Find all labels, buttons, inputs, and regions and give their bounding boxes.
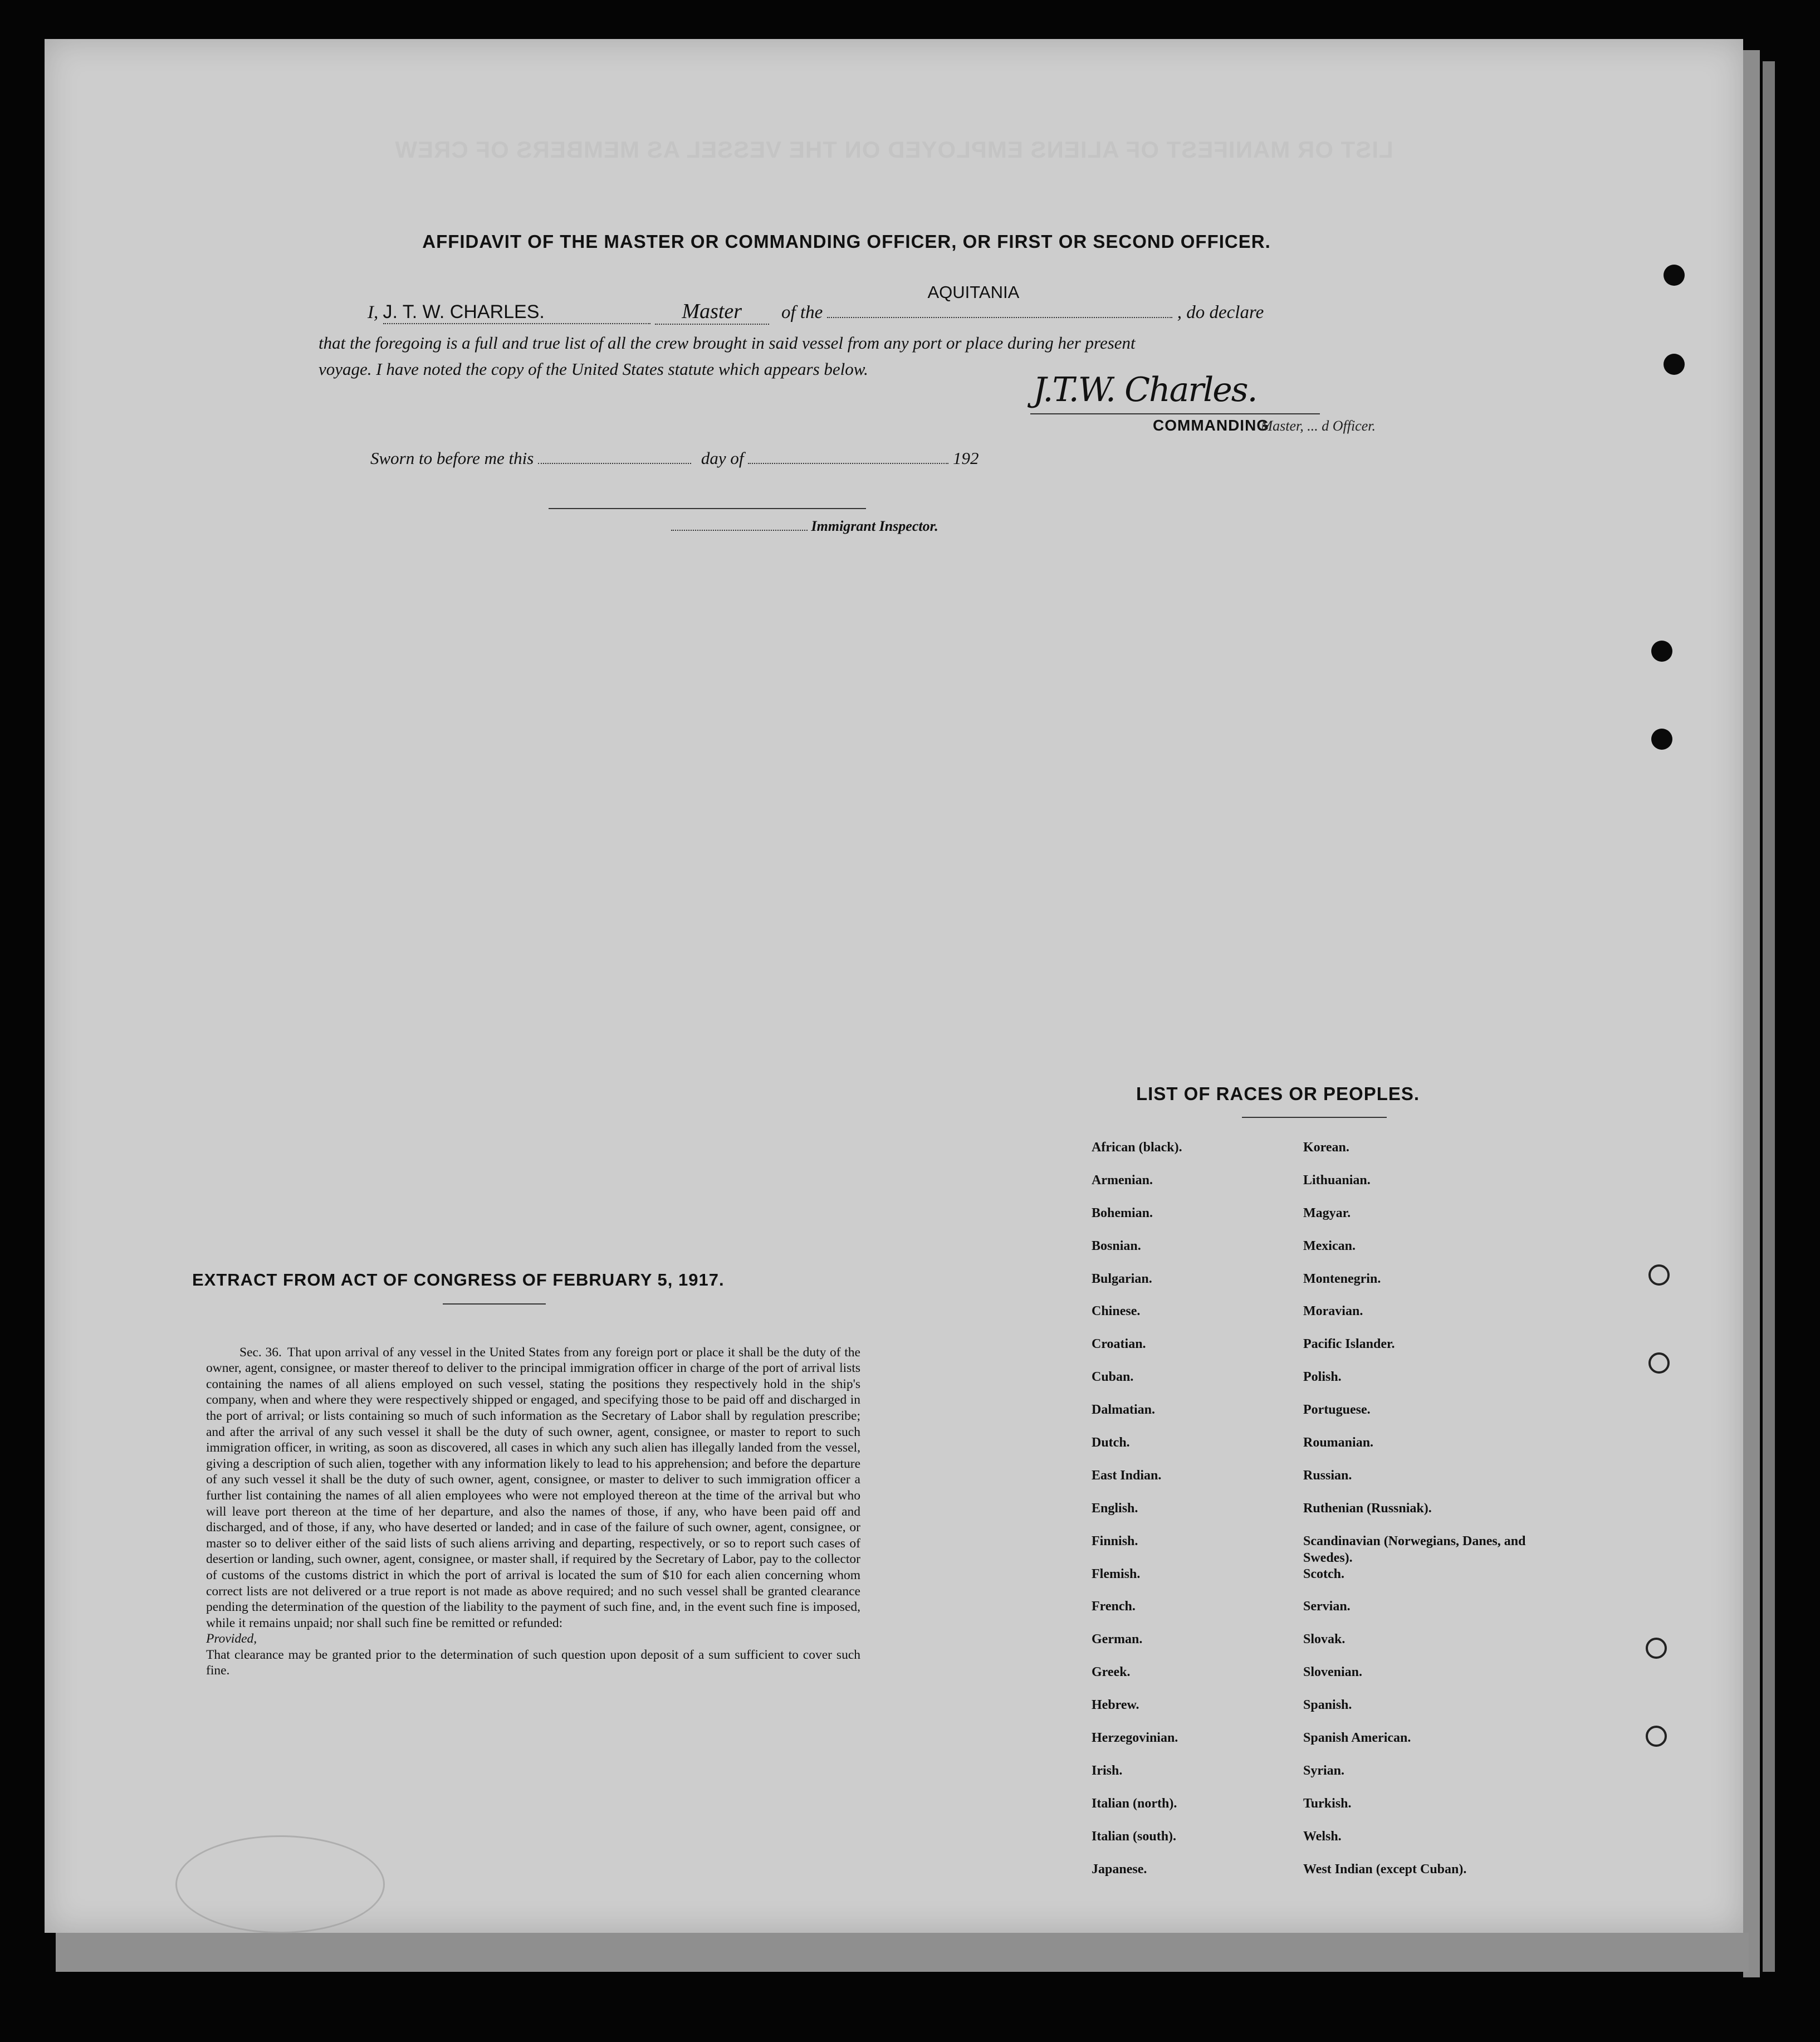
race-item: West Indian (except Cuban). [1303, 1862, 1467, 1877]
race-item: Scandinavian (Norwegians, Danes, and Swedes). [1303, 1533, 1526, 1565]
race-item: Turkish. [1303, 1796, 1352, 1811]
race-item: Chinese. [1092, 1304, 1141, 1319]
race-item: Dalmatian. [1092, 1403, 1155, 1418]
race-item: Servian. [1303, 1599, 1351, 1614]
extract-provided: Provided, [206, 1631, 257, 1647]
binder-hole-1 [1664, 265, 1685, 286]
races-right-column [1303, 1139, 1548, 1893]
race-item: Montenegrin. [1303, 1271, 1381, 1286]
inspector-label: Immigrant Inspector. [811, 518, 938, 534]
race-item: Korean. [1303, 1140, 1349, 1155]
race-item: Bohemian. [1092, 1205, 1153, 1220]
race-item: Spanish. [1303, 1698, 1352, 1713]
day-of-label: day of [701, 448, 744, 468]
race-item: Slovenian. [1303, 1665, 1363, 1680]
race-item: Syrian. [1303, 1763, 1345, 1778]
binder-hole-2 [1664, 354, 1685, 375]
officer-name: J. T. W. CHARLES. [383, 301, 545, 323]
archive-stamp [175, 1835, 385, 1933]
vessel-name: AQUITANIA [927, 282, 1020, 302]
race-item: East Indian. [1092, 1468, 1162, 1483]
affidavit-line-2: that the foregoing is a full and true list of all the crew brought in said vessel from any port or place during her present [319, 333, 1136, 353]
underlying-page-edge-bottom [56, 1933, 1749, 1972]
race-item: Herzegovinian. [1092, 1731, 1178, 1746]
master-signature: J.T.W. Charles. [1033, 370, 1257, 409]
affidavit-line-3: voyage. I have noted the copy of the United States statute which appears below. [319, 359, 868, 379]
race-item: German. [1092, 1632, 1143, 1647]
signature-line [1030, 413, 1320, 414]
race-item: Hebrew. [1092, 1698, 1139, 1713]
race-item: Italian (south). [1092, 1829, 1177, 1844]
race-item: Slovak. [1303, 1632, 1346, 1647]
race-item: Spanish American. [1303, 1731, 1411, 1746]
binder-hole-4 [1651, 729, 1672, 750]
officer-name-field [383, 301, 650, 324]
inspector-field [671, 530, 808, 531]
binder-hole-5 [1648, 1264, 1670, 1286]
race-item: Polish. [1303, 1370, 1342, 1385]
race-item: Moravian. [1303, 1304, 1363, 1319]
signature-caption: Master, ... d Officer. [1260, 418, 1376, 434]
affidavit-heading: AFFIDAVIT OF THE MASTER OR COMMANDING OFFICER, OR FIRST OR SECOND OFFICER. [422, 231, 1271, 252]
race-item: Dutch. [1092, 1435, 1130, 1450]
vessel-field [827, 282, 1172, 318]
binder-hole-3 [1651, 641, 1672, 662]
race-item: Bulgarian. [1092, 1271, 1152, 1286]
race-item: Flemish. [1092, 1566, 1141, 1581]
race-item: Greek. [1092, 1665, 1131, 1680]
race-item: African (black). [1092, 1140, 1182, 1155]
manifest-page [45, 39, 1743, 1933]
race-item: Russian. [1303, 1468, 1352, 1483]
of-the-label: of the [781, 302, 823, 323]
extract-heading-rule [443, 1303, 546, 1305]
race-item: Finnish. [1092, 1533, 1138, 1548]
race-item: Ruthenian (Russniak). [1303, 1501, 1432, 1516]
race-item: Welsh. [1303, 1829, 1342, 1844]
inspector-line [671, 518, 938, 535]
underlying-page-edge-right-2 [1763, 61, 1775, 1972]
race-item: Scotch. [1303, 1566, 1344, 1581]
race-item: Portuguese. [1303, 1403, 1371, 1418]
extract-heading: EXTRACT FROM ACT OF CONGRESS OF FEBRUARY 5, 1917. [192, 1270, 725, 1289]
race-item: Japanese. [1092, 1862, 1147, 1877]
race-item: Lithuanian. [1303, 1173, 1371, 1188]
race-item: French. [1092, 1599, 1136, 1614]
underlying-page-edge-right [1743, 50, 1760, 1977]
race-item: Mexican. [1303, 1238, 1356, 1253]
race-item: Roumanian. [1303, 1435, 1374, 1450]
commanding-stamp: COMMANDING [1153, 417, 1270, 434]
affidavit-prefix: I, [368, 302, 379, 323]
sworn-label: Sworn to before me this [370, 448, 534, 468]
race-item: Bosnian. [1092, 1238, 1141, 1253]
sworn-line [370, 448, 1150, 468]
race-item: Magyar. [1303, 1205, 1351, 1220]
binder-hole-7 [1646, 1638, 1667, 1659]
extract-body [206, 1328, 860, 1679]
race-item: Pacific Islander. [1303, 1337, 1395, 1352]
binder-hole-8 [1646, 1726, 1667, 1747]
races-heading: LIST OF RACES OR PEOPLES. [1136, 1083, 1420, 1104]
race-item: Irish. [1092, 1763, 1123, 1778]
officer-title: Master [682, 300, 742, 323]
officer-title-field [655, 299, 769, 325]
binder-hole-6 [1648, 1352, 1670, 1374]
race-item: Italian (north). [1092, 1796, 1177, 1811]
extract-section-label: Sec. 36. [239, 1345, 282, 1360]
races-left-column [1092, 1139, 1292, 1893]
bleed-through-heading: LIST OR MANIFEST OF ALIENS EMPLOYED ON THE VESSEL AS MEMBERS OF CREW [394, 136, 1393, 163]
year-label: 192 [952, 448, 979, 468]
inspector-signature-line [549, 508, 866, 509]
races-heading-rule [1242, 1117, 1387, 1118]
race-item: Armenian. [1092, 1173, 1153, 1188]
race-item: English. [1092, 1501, 1138, 1516]
race-item: Croatian. [1092, 1337, 1146, 1352]
extract-tail: That clearance may be granted prior to the determination of such question upon deposit of a sum sufficient to cover such fine. [206, 1647, 860, 1678]
extract-text: That upon arrival of any vessel in the United States from any foreign port or place it shall be the duty of the owner, agent, consignee, or master thereof to deliver to the principal immigration officer in charge of the port of arrival lists containing the names of all aliens employed on such vessel, stating the positions they respectively hold in the ship's company, when and where they were respectively shipped or engaged, and specifying those to be paid off and discharged in the port of arrival; or lists containing so much of such information as the Secretary of Labor shall by regulation prescribe; and after the arrival of any such vessel it shall be the duty of such owner, agent, consignee, or master to report to such immigration officer, in writing, as soon as discovered, all cases in which any such alien has illegally landed from the vessel, giving a description of such alien, together with any information likely to lead to his apprehension; and before the departure of any such vessel it shall be the duty of such owner, agent, consignee, or master to deliver to such immigration officer a further list containing the names of all alien employees who were not employed thereon at the time of the arrival but who will leave port thereon at the time of her departure, and also the names of those, if any, who have been paid off and discharged, and of those, if any, who have deserted or landed; and in case of the failure of such owner, agent, consignee, or master so to deliver either of the said lists of such aliens arriving and departing, respectively, or so to report such cases of desertion or landing, such owner, agent, consignee, or master shall, if required by the Secretary of Labor, pay to the collector of customs of the customs district in which the port of arrival is located the sum of $10 for each alien concerning whom correct lists are not delivered or a true report is not made as above required; and no such vessel shall be granted clearance pending the determination of the question of the liability to the payment of such fine, and, in the event such fine is imposed, while it remains unpaid; nor shall such fine be remitted or refunded: [206, 1345, 860, 1630]
month-field [748, 463, 948, 464]
sworn-date-field [538, 463, 691, 464]
race-item: Cuban. [1092, 1370, 1134, 1385]
do-declare-label: , do declare [1177, 302, 1264, 323]
affidavit-line-1 [368, 282, 1454, 325]
